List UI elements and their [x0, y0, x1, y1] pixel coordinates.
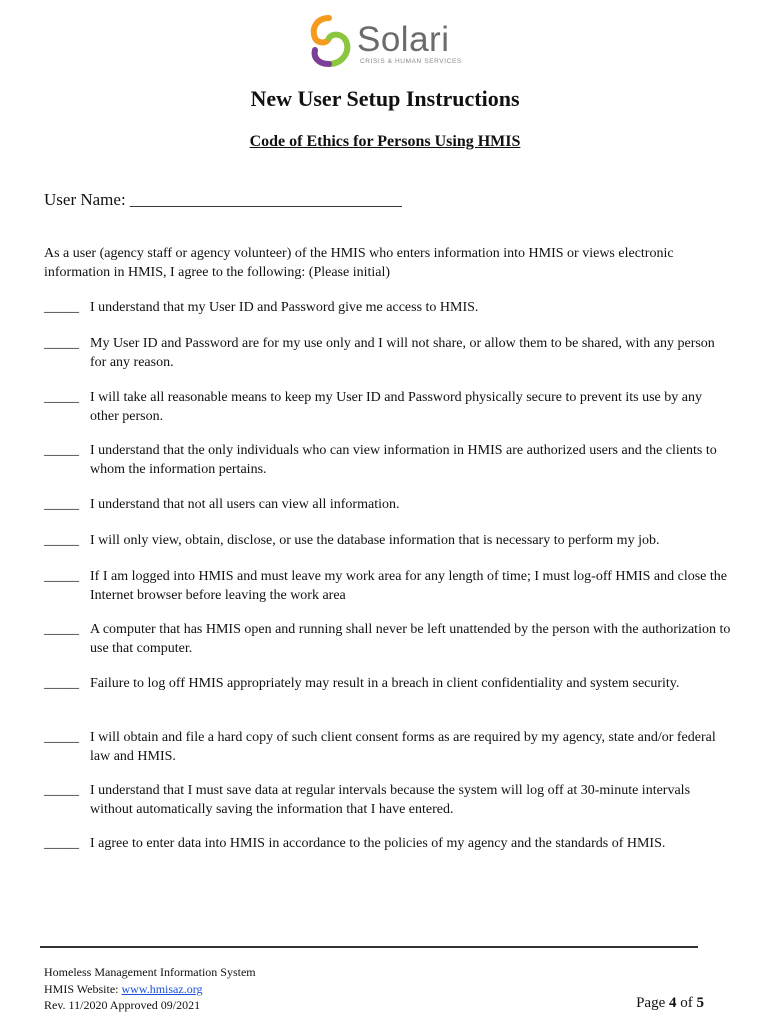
initial-blank[interactable]: _____	[44, 783, 79, 798]
agreement-item-text: I understand that the only individuals who can view information in HMIS are authorized users and the clients to whom the information pertains.	[90, 443, 717, 477]
solari-logo	[309, 14, 469, 70]
website-link[interactable]: www.hmisaz.org	[121, 981, 203, 996]
agreement-item	[44, 621, 734, 658]
agreement-item-text: I will take all reasonable means to keep my User ID and Password physically secure to prevent its use by any other person.	[90, 390, 702, 424]
initial-blank[interactable]: _____	[44, 390, 79, 405]
agreement-item	[44, 835, 734, 854]
agreement-item	[44, 675, 734, 694]
initial-blank[interactable]: _____	[44, 336, 79, 351]
agreement-item	[44, 442, 734, 479]
agreement-item-text: I will obtain and file a hard copy of such client consent forms as are required by my agency, state and/or federal law and HMIS.	[90, 730, 716, 764]
agreement-item-text: My User ID and Password are for my use only and I will not share, or allow them to be shared, with any person for any reason.	[90, 336, 715, 370]
solari-swirl-icon	[309, 14, 355, 70]
agreement-item-text: If I am logged into HMIS and must leave my work area for any length of time; I must log-off HMIS and close the Internet browser before leaving the work area	[90, 569, 727, 603]
footer-website	[44, 981, 256, 998]
agreement-item-text: A computer that has HMIS open and running shall never be left unattended by the person with the authorization to use that computer.	[90, 622, 731, 656]
agreement-item	[44, 496, 734, 515]
agreement-item	[44, 299, 734, 318]
initial-blank[interactable]: _____	[44, 497, 79, 512]
agreement-item	[44, 335, 734, 372]
agreement-item-text: Failure to log off HMIS appropriately may result in a breach in client confidentiality and system security.	[90, 676, 680, 691]
page-subtitle: Code of Ethics for Persons Using HMIS	[249, 133, 521, 150]
logo-tagline: CRISIS & HUMAN SERVICES	[360, 58, 462, 65]
agreement-item	[44, 568, 734, 605]
intro-paragraph: As a user (agency staff or agency volunteer) of the HMIS who enters information into HMIS or views electronic information in HMIS, I agree to the following: (Please initial)	[44, 246, 674, 280]
agreement-item	[44, 729, 734, 766]
agreement-item	[44, 782, 734, 819]
page-title: New User Setup Instructions	[250, 86, 520, 111]
agreement-item-text: I understand that my User ID and Password give me access to HMIS.	[90, 300, 479, 315]
initial-blank[interactable]: _____	[44, 443, 79, 458]
initial-blank[interactable]: _____	[44, 533, 79, 548]
footer-divider	[40, 946, 698, 948]
page-number: Page 4 of 5	[636, 995, 704, 1011]
agreement-item-text: I understand that I must save data at regular intervals because the system will log off at 30-minute intervals without automatically saving the information that I have entered.	[90, 783, 691, 817]
agreement-item	[44, 532, 734, 551]
initial-blank[interactable]: _____	[44, 676, 79, 691]
agreement-item-text: I agree to enter data into HMIS in accordance to the policies of my agency and the standards of HMIS.	[90, 836, 666, 851]
initial-blank[interactable]: _____	[44, 730, 79, 745]
initial-blank[interactable]: _____	[44, 569, 79, 584]
agreement-item-text: I will only view, obtain, disclose, or use the database information that is necessary to perform my job.	[90, 533, 660, 548]
logo-wordmark: Solari	[357, 20, 450, 59]
initial-blank[interactable]: _____	[44, 622, 79, 637]
agreement-item-text: I understand that not all users can view all information.	[90, 497, 400, 512]
footer	[44, 964, 256, 1014]
username-field-label: User Name: ________________________________	[44, 190, 402, 209]
footer-revision: Rev. 11/2020 Approved 09/2021	[44, 998, 201, 1012]
agreement-item	[44, 389, 734, 426]
footer-website-label: HMIS Website:	[44, 981, 122, 996]
initial-blank[interactable]: _____	[44, 300, 79, 315]
initial-blank[interactable]: _____	[44, 836, 79, 851]
footer-org-name: Homeless Management Information System	[44, 965, 256, 979]
